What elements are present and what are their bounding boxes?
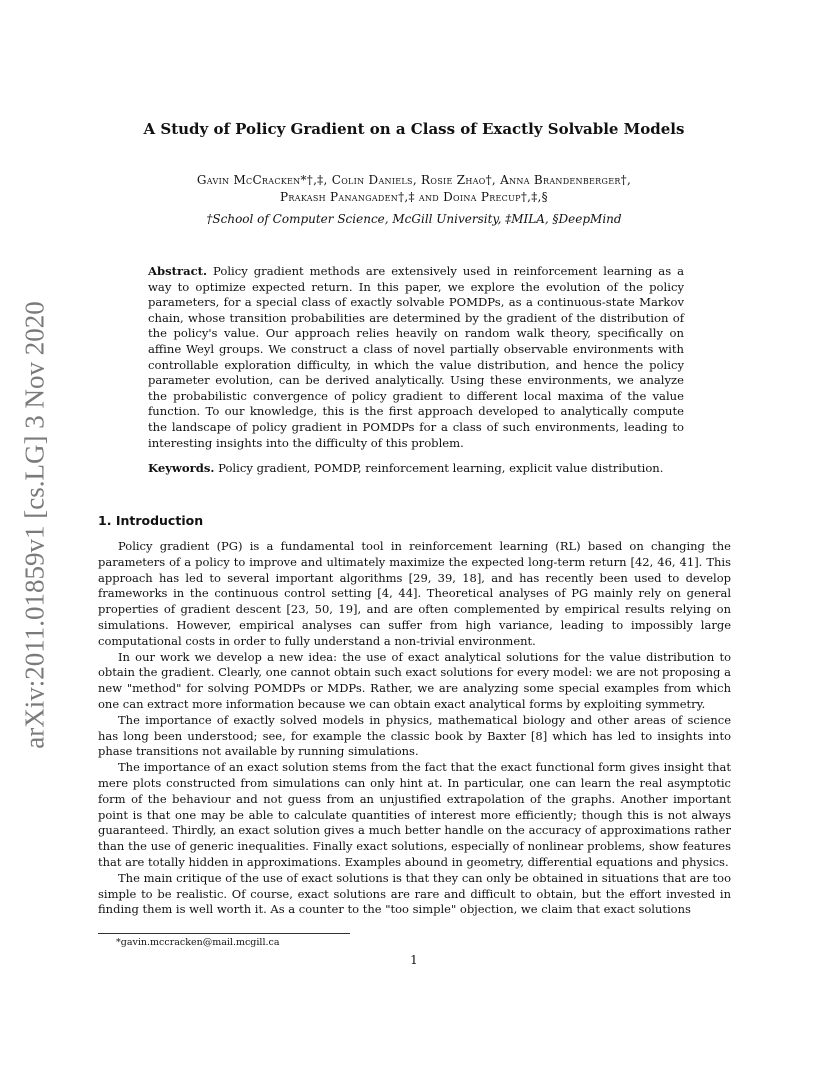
paragraph: Policy gradient (PG) is a fundamental tool in reinforcement learning (RL) based on changing the parameters of a policy to improve and ultimately maximize the expected long-term return [42, 46, 41]. This approach has led to several important algorithms [29, 39, 18], and has recently been used to develop frameworks in the continuous control setting [4, 44]. Theoretical analyses of PG mainly rely on general properties of gradient descent [23, 50, 19], and are often complemented by empirical results relying on simulations. However, empirical analyses can suffer from high variance, leading to impossibly large computational costs in order to fully understand a non-trivial environment. (98, 539, 731, 648)
paragraph: The main critique of the use of exact solutions is that they can only be obtained in situations that are too simple to be realistic. Of course, exact solutions are rare and difficult to obtain, but the effort invested in finding them is well worth it. As a counter to the "too simple" objection, we claim that exact solutions (98, 870, 731, 917)
section-title: Introduction (115, 513, 204, 528)
keywords-label: Keywords. (148, 461, 215, 475)
author-line-1: Gavin McCracken*†,‡, Colin Daniels, Rosie Zhao†, Anna Brandenberger†, (196, 173, 632, 187)
keywords (148, 461, 684, 477)
paragraph: In our work we develop a new idea: the use of exact analytical solutions for the value distribution to obtain the gradient. Clearly, one cannot obtain such exact solutions for every model: we are not proposing a new "method" for solving POMDPs or MDPs. Rather, we are analyzing some special examples from which one can extract more information because we can obtain exact analytical forms by exploiting symmetry. (98, 649, 731, 711)
abstract-text: Policy gradient methods are extensively used in reinforcement learning as a way to optimize expected return. In this paper, we explore the evolution of the policy parameters, for a special class of exactly solvable POMDPs, as a continuous-state Markov chain, whose transition probabilities are determined by the gradient of the distribution of the policy's value. Our approach relies heavily on random walk theory, specifically on affine Weyl groups. We construct a class of novel partially observable environments with controllable exploration difficulty, in which the value distribution, and hence the policy parameter evolution, can be derived analytically. Using these environments, we analyze the probabilistic convergence of policy gradient to different local maxima of the value function. To our knowledge, this is the first approach developed to analytically compute the landscape of policy gradient in POMDPs for a class of such environments, leading to interesting insights into the difficulty of this problem. (148, 264, 685, 450)
author-list (150, 172, 678, 206)
author-line-2: Prakash Panangaden†,‡ and Doina Precup†,‡,§ (280, 190, 548, 204)
abstract (148, 264, 684, 451)
abstract-label: Abstract. (148, 264, 208, 278)
footnote-divider (98, 933, 350, 934)
paper-title: A Study of Policy Gradient on a Class of Exactly Solvable Models (143, 120, 685, 138)
introduction-body (98, 539, 731, 918)
arxiv-identifier-text: arXiv:2011.01859v1 [cs.LG] 3 Nov 2020 (19, 301, 50, 749)
paragraph: The importance of an exact solution stems from the fact that the exact functional form gives insight that mere plots constructed from simulations can only hint at. In particular, one can learn the real asymptotic form of the behaviour and not guess from an unjustified extrapolation of the graphs. Another important point is that one may be able to calculate quantities of interest more efficiently; though this is not always guaranteed. Thirdly, an exact solution gives a much better handle on the accuracy of approximations rather than the use of generic inequalities. Finally exact solutions, especially of nonlinear problems, show features that are totally hidden in approximations. Examples abound in geometry, differential equations and physics. (98, 760, 731, 869)
arxiv-identifier (10, 290, 60, 760)
keywords-text: Policy gradient, POMDP, reinforcement learning, explicit value distribution. (218, 461, 664, 475)
affiliations: †School of Computer Science, McGill University, ‡MILA, §DeepMind (206, 212, 622, 226)
page-number: 1 (410, 953, 418, 967)
footnote: *gavin.mccracken@mail.mcgill.ca (116, 937, 280, 948)
section-heading (98, 513, 203, 528)
section-number: 1. (98, 513, 112, 528)
paragraph: The importance of exactly solved models in physics, mathematical biology and other areas of science has long been understood; see, for example the classic book by Baxter [8] which has led to insights into phase transitions not available by running simulations. (98, 712, 731, 759)
